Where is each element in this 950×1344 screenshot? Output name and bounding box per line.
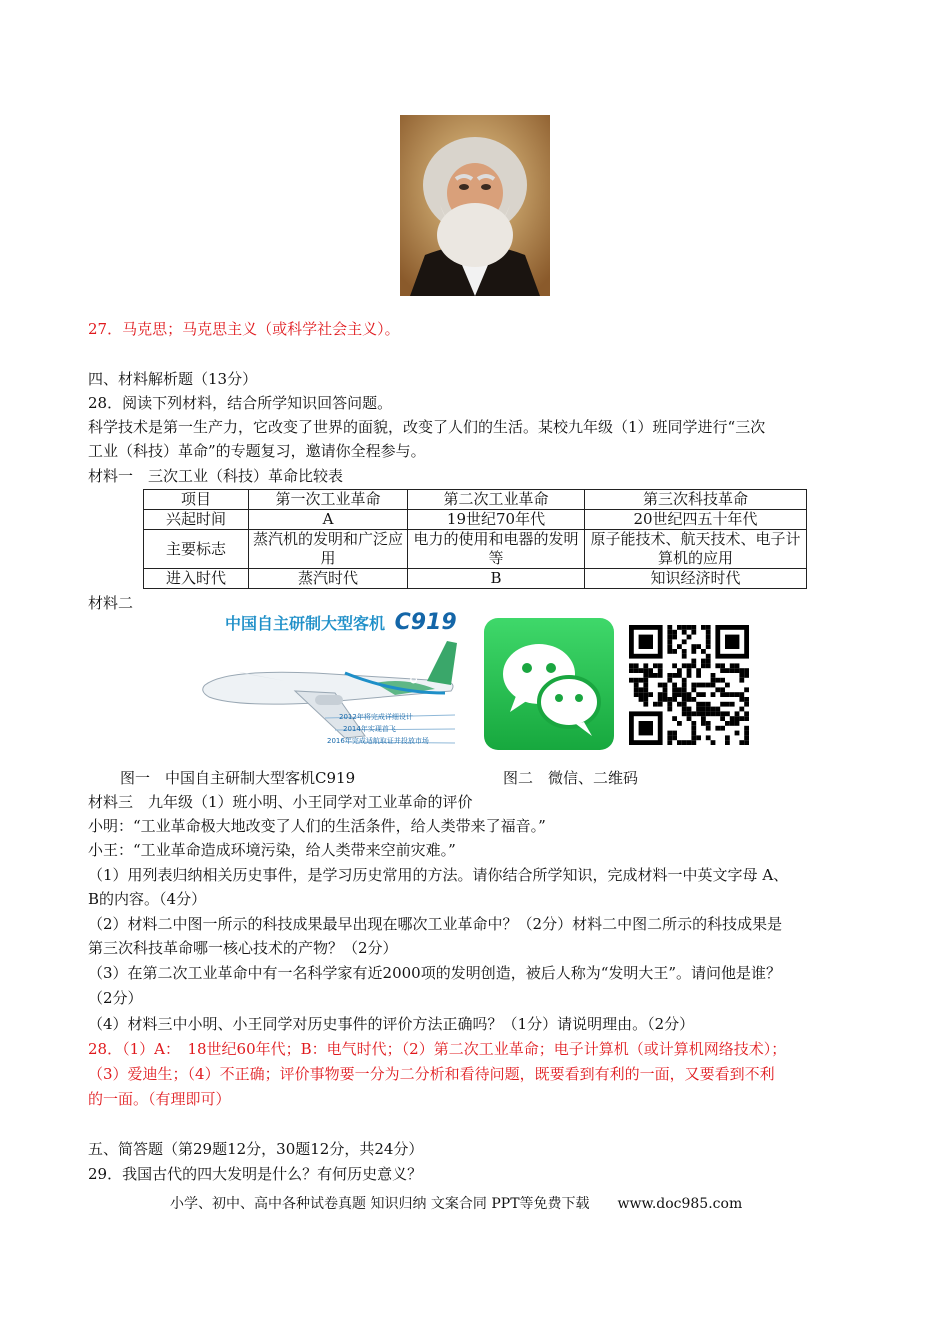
material-2-label: 材料二 — [88, 594, 134, 612]
subquestion-2-line1: （2）材料二中图一所示的科技成果最早出现在哪次工业革命中？（2分）材料二中图二所示的科技成果是 — [88, 915, 783, 933]
revolution-comparison-table — [143, 489, 807, 589]
material-3-label: 材料三 九年级（1）班小明、小王同学对工业革命的评价 — [88, 793, 473, 811]
table-cell: 知识经济时代 — [585, 569, 807, 589]
table-cell: 20世纪四五十年代 — [585, 510, 807, 530]
plane-model: C919 — [394, 610, 457, 635]
answer-28-line3: 的一面。（有理即可） — [88, 1090, 231, 1108]
table-header-cell: 第一次工业革命 — [249, 490, 408, 510]
table-cell: A — [249, 510, 408, 530]
table-header-cell: 第二次工业革命 — [408, 490, 585, 510]
answer-28-line2: （3）爱迪生；（4）不正确；评价事物要一分为二分析和看待问题，既要看到有利的一面，又要看到不利 — [88, 1065, 775, 1083]
table-cell: 电力的使用和电器的发明等 — [408, 530, 585, 569]
plane-tail-label: C919 — [408, 658, 427, 686]
table-row — [144, 569, 807, 589]
table-cell: 蒸汽时代 — [249, 569, 408, 589]
figure-1-caption: 图一 中国自主研制大型客机C919 — [120, 769, 356, 787]
qr-code-image — [624, 620, 754, 750]
plane-banner: 中国自主研制大型客机 — [225, 614, 386, 633]
answer-28-line1: 28．（1）A： 18世纪60年代；B：电气时代；（2）第二次工业革命；电子计算机（或计算机网络技术）； — [88, 1040, 787, 1058]
subquestion-2-line2: 第三次科技革命哪一核心技术的产物？（2分） — [88, 939, 398, 957]
xiaowang-quote: 小王：“工业革命造成环境污染，给人类带来空前灾难。” — [88, 841, 456, 859]
marx-portrait — [400, 115, 550, 296]
table-cell: 主要标志 — [144, 530, 249, 569]
q28-intro-1: 科学技术是第一生产力，它改变了世界的面貌，改变了人们的生活。某校九年级（1）班同学进行“三次 — [88, 418, 766, 436]
section-5-heading: 五、简答题（第29题12分，30题12分，共24分） — [88, 1140, 424, 1158]
q29-stem: 29．我国古代的四大发明是什么？有何历史意义？ — [88, 1165, 423, 1183]
q28-intro-2: 工业（科技）革命”的专题复习，邀请你全程参与。 — [88, 442, 426, 460]
subquestion-4: （4）材料三中小明、小王同学对历史事件的评价方法正确吗？（1分）请说明理由。（2分） — [88, 1015, 695, 1033]
table-cell: 原子能技术、航天技术、电子计算机的应用 — [585, 530, 807, 569]
plane-timeline-item: 2016年完成适航取证并投放市场 — [327, 737, 429, 745]
q28-stem: 28．阅读下列材料，结合所学知识回答问题。 — [88, 394, 393, 412]
material-1-label: 材料一 三次工业（科技）革命比较表 — [88, 467, 344, 485]
figure-2-caption: 图二 微信、二维码 — [503, 769, 639, 787]
table-header-cell: 项目 — [144, 490, 249, 510]
subquestion-3-line1: （3）在第二次工业革命中有一名科学家有近2000项的发明创造，被后人称为“发明大王”。请问他是谁？ — [88, 964, 782, 982]
table-row — [144, 530, 807, 569]
c919-plane-image — [195, 603, 475, 753]
table-cell: 蒸汽机的发明和广泛应用 — [249, 530, 408, 569]
table-header-cell: 第三次科技革命 — [585, 490, 807, 510]
table-cell: 兴起时间 — [144, 510, 249, 530]
subquestion-3-line2: （2分） — [88, 989, 143, 1007]
wechat-icon — [484, 618, 614, 750]
table-cell: B — [408, 569, 585, 589]
xiaoming-quote: 小明：“工业革命极大地改变了人们的生活条件，给人类带来了福音。” — [88, 817, 546, 835]
plane-timeline-item: 2012年将完成详细设计 — [339, 713, 413, 721]
subquestion-1-line1: （1）用列表归纳相关历史事件，是学习历史常用的方法。请你结合所学知识，完成材料一中英文字母 A、 — [88, 866, 789, 884]
page-footer: 小学、初中、高中各种试卷真题 知识归纳 文案合同 PPT等免费下载 www.doc985.com — [170, 1196, 743, 1212]
plane-timeline-item: 2014年实现首飞 — [343, 725, 396, 733]
table-row — [144, 510, 807, 530]
subquestion-1-line2: B的内容。（4分） — [88, 890, 207, 908]
answer-27: 27．马克思；马克思主义（或科学社会主义）。 — [88, 320, 400, 338]
table-cell: 进入时代 — [144, 569, 249, 589]
section-4-heading: 四、材料解析题（13分） — [88, 370, 258, 388]
table-row — [144, 490, 807, 510]
table-cell: 19世纪70年代 — [408, 510, 585, 530]
